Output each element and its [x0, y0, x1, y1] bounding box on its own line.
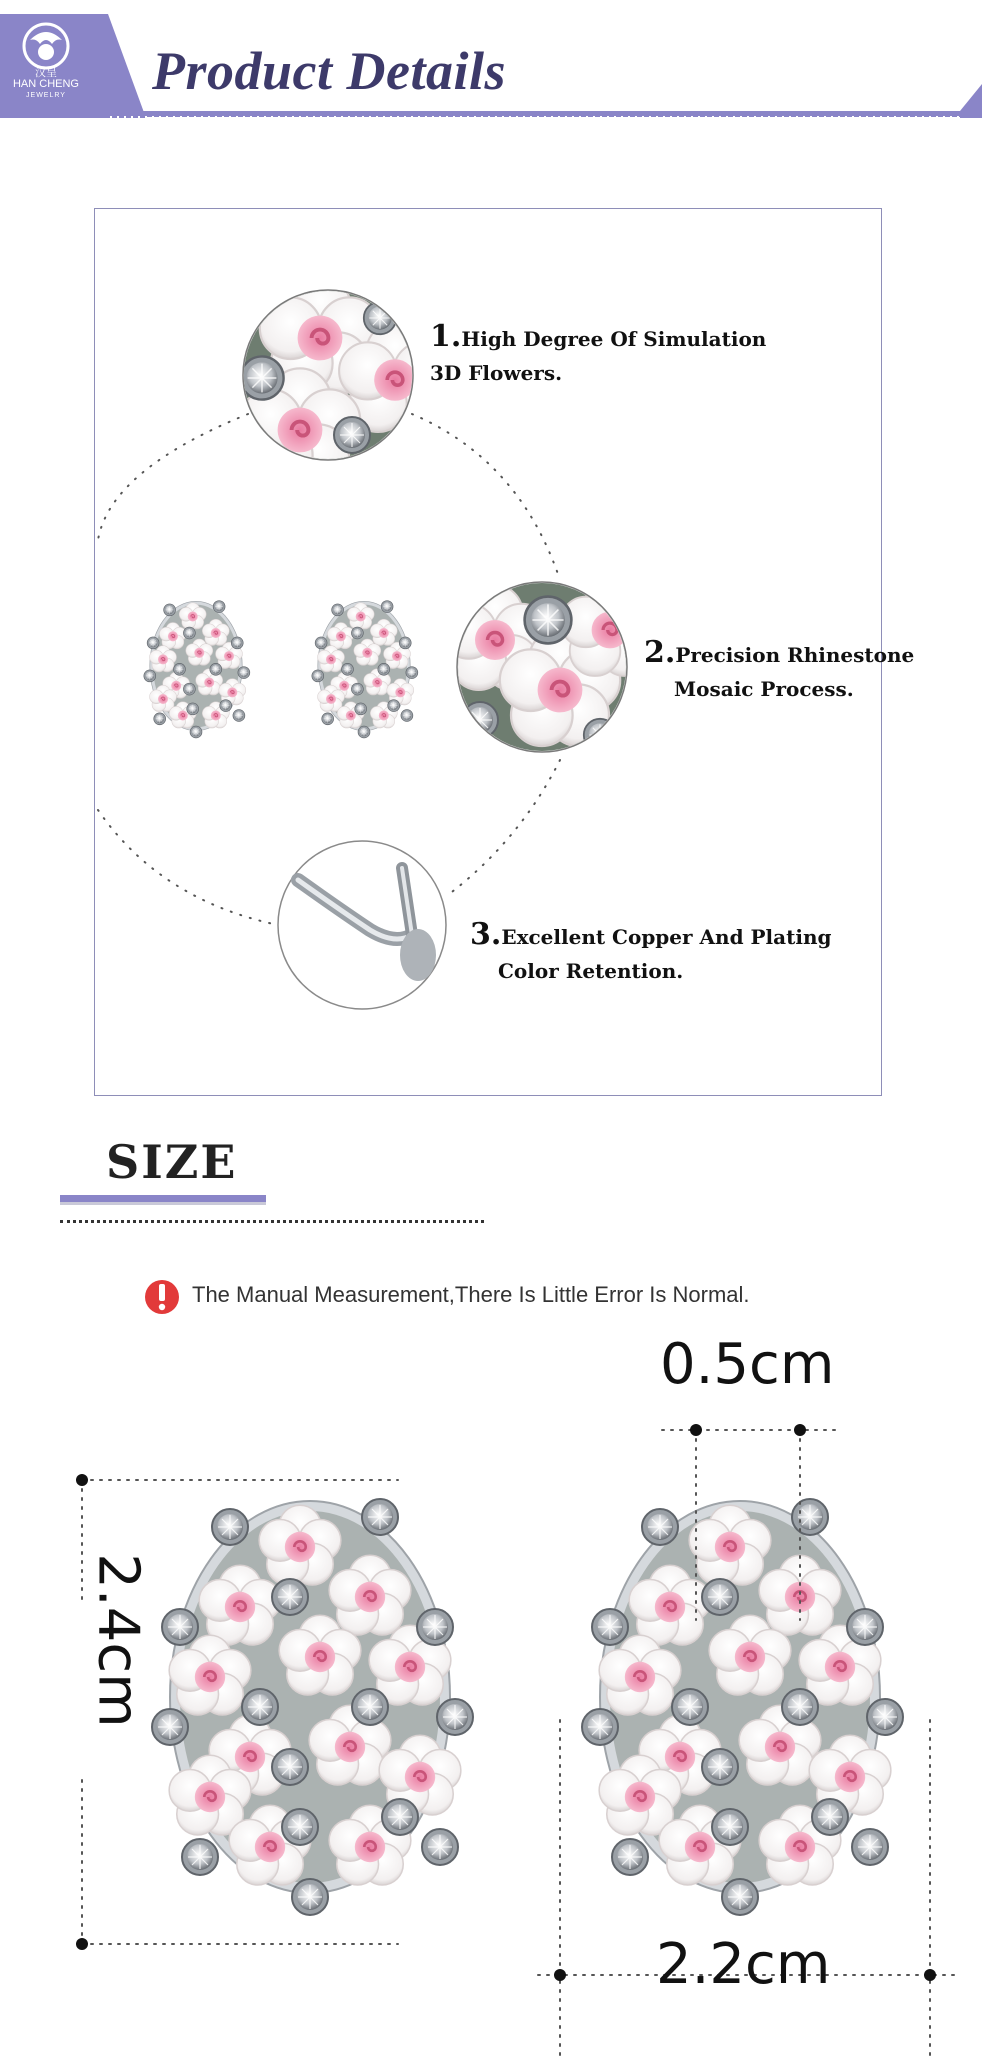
feature-1 [430, 320, 766, 390]
large-earrings [152, 1499, 903, 1915]
feature-1-number: 1. [430, 319, 462, 354]
brand-name-cn: 汉呈 [35, 67, 57, 79]
feature-3-number: 3. [470, 917, 502, 952]
feature-2 [644, 636, 914, 706]
feature-3-line1: Excellent Copper And Plating [501, 925, 832, 949]
size-title: SIZE [106, 1135, 238, 1189]
feature-2-line2: Mosaic Process. [674, 677, 854, 701]
feature-2-number: 2. [644, 635, 676, 670]
feature-2-line1: Precision Rhinestone [675, 643, 915, 667]
feature-3 [470, 918, 831, 988]
brand-name: HAN CHENG [12, 78, 79, 90]
width-label: 2.2cm [656, 1932, 831, 1997]
feature-3-line2: Color Retention. [498, 959, 684, 983]
height-label: 2.4cm [85, 1553, 151, 1728]
page-title: Product Details [152, 41, 506, 101]
feature-1-line2: 3D Flowers. [430, 361, 563, 385]
exclamation-icon [144, 1279, 180, 1315]
thickness-label: 0.5cm [660, 1332, 835, 1397]
size-dotted-rule [60, 1220, 484, 1223]
measurement-note: The Manual Measurement,There Is Little Error Is Normal. [192, 1282, 750, 1307]
feature-1-line1: High Degree Of Simulation [461, 327, 767, 351]
brand-subtitle: JEWELRY [26, 92, 66, 99]
size-underline [60, 1195, 266, 1202]
size-underline-shadow [60, 1202, 266, 1205]
